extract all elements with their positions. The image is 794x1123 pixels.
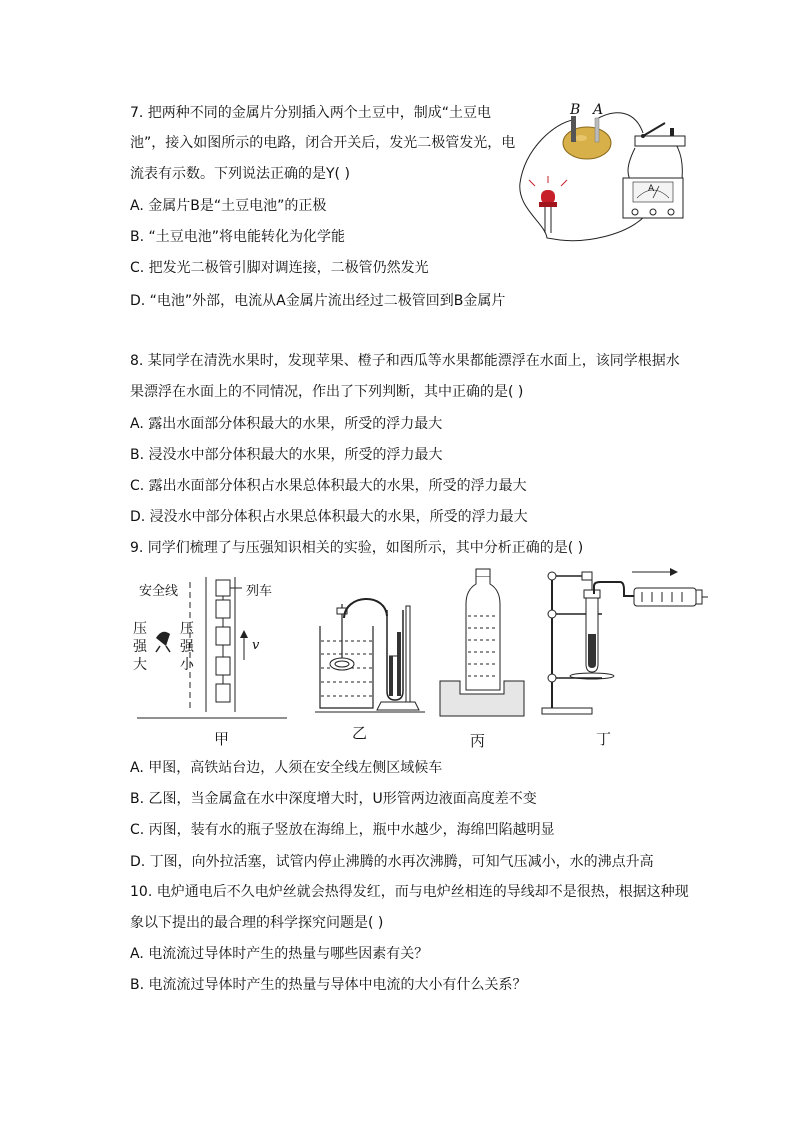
test-tube-icon	[584, 580, 600, 672]
velocity-label: v	[252, 638, 260, 653]
metal-plate-a-icon	[595, 118, 599, 142]
q10-option-a: A. 电流流过导体时产生的热量与哪些因素有关？	[130, 946, 429, 962]
u-tube-icon	[377, 606, 419, 710]
low-pressure-1: 压	[180, 621, 194, 637]
q7-option-b: B. “土豆电池”将电能转化为化学能	[130, 229, 346, 245]
syringe-icon	[634, 588, 708, 606]
q7-option-d: D. “电池”外部，电流从A金属片流出经过二极管回到B金属片	[130, 293, 506, 309]
high-pressure-1: 压	[133, 621, 147, 637]
potato-icon	[563, 127, 611, 159]
high-pressure-3: 大	[133, 657, 147, 673]
led-icon	[529, 176, 567, 233]
q7-option-c: C. 把发光二极管引脚对调连接，二极管仍然发光	[130, 260, 429, 276]
q9-fig-bing	[438, 566, 528, 718]
train-label: 列车	[246, 584, 273, 599]
metal-box-icon	[330, 604, 354, 670]
q8-option-a: A. 露出水面部分体积最大的水果，所受的浮力最大	[130, 416, 443, 432]
high-pressure-2: 强	[133, 639, 147, 655]
q7-line-3: 流表有示数。下列说法正确的是Y( )	[130, 166, 350, 182]
q9-option-b: B. 乙图，当金属盒在水中深度增大时，U形管两边液面高度差不变	[130, 791, 537, 807]
q10-option-b: B. 电流流过导体时产生的热量与导体中电流的大小有什么关系？	[130, 977, 527, 993]
q7-label-a: A	[593, 102, 604, 118]
q7-label-b: B	[570, 102, 581, 118]
bottle-icon	[466, 569, 500, 690]
fig-ding-label: 丁	[596, 730, 612, 748]
low-pressure-2: 强	[180, 639, 194, 655]
q7-line-2: 池”，接入如图所示的电路，闭合开关后，发光二极管发光，电	[130, 135, 516, 151]
person-icon	[156, 632, 170, 652]
low-pressure-3: 小	[180, 657, 194, 673]
q8-option-d: D. 浸没水中部分体积占水果总体积最大的水果，所受的浮力最大	[130, 509, 528, 525]
q7-option-a: A. 金属片B是“土豆电池”的正极	[130, 198, 327, 214]
q7-meter-label: A	[648, 184, 655, 194]
fig-bing-label: 丙	[470, 732, 486, 750]
q9-option-d: D. 丁图，向外拉活塞，试管内停止沸腾的水再次沸腾，可知气压减小，水的沸点升高	[130, 854, 654, 870]
q9-fig-ding	[538, 564, 710, 720]
q10-line-1: 10. 电炉通电后不久电炉丝就会热得发红，而与电炉丝相连的导线却不是很热，根据这种现	[130, 884, 689, 900]
q10-line-2: 象以下提出的最合理的科学探究问题是( )	[130, 915, 384, 931]
safety-line-label: 安全线	[139, 584, 179, 599]
q8-line-1: 8. 某同学在清洗水果时，发现苹果、橙子和西瓜等水果都能漂浮在水面上，该同学根据水	[130, 353, 680, 369]
q9-line-1: 9. 同学们梳理了与压强知识相关的实验，如图所示，其中分析正确的是( )	[130, 540, 584, 556]
q7-potato-circuit-figure	[515, 98, 695, 248]
q8-option-b: B. 浸没水中部分体积最大的水果，所受的浮力最大	[130, 447, 443, 463]
fig-yi-label: 乙	[352, 724, 368, 742]
q9-fig-yi	[315, 596, 427, 720]
q8-line-2: 果漂浮在水面上的不同情况，作出了下列判断，其中正确的是( )	[130, 384, 524, 400]
q9-option-c: C. 丙图，装有水的瓶子竖放在海绵上，瓶中水越少，海绵凹陷越明显	[130, 822, 555, 838]
q7-line-1: 7. 把两种不同的金属片分别插入两个土豆中，制成“土豆电	[130, 105, 492, 121]
metal-plate-b-icon	[571, 116, 576, 142]
q8-option-c: C. 露出水面部分体积占水果总体积最大的水果，所受的浮力最大	[130, 478, 527, 494]
fig-jia-label: 甲	[214, 730, 230, 748]
q9-option-a: A. 甲图，高铁站台边，人须在安全线左侧区域候车	[130, 760, 443, 776]
